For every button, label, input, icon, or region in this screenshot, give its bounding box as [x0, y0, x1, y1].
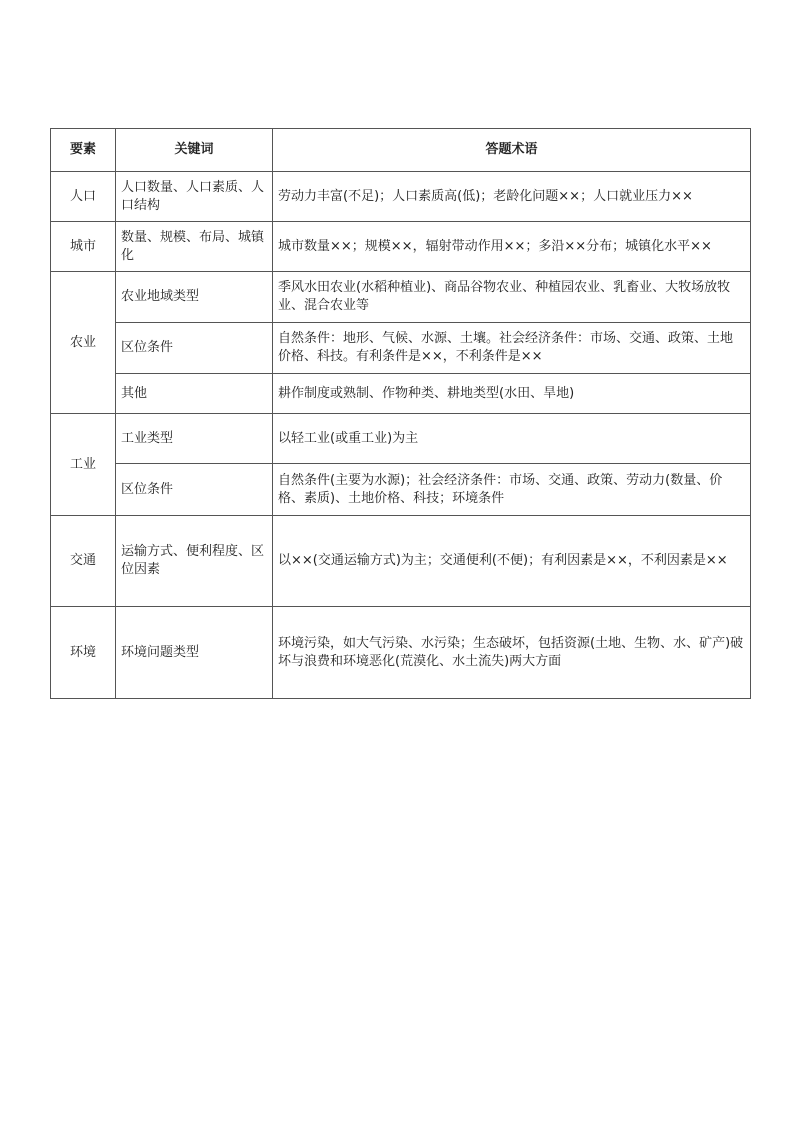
answer-cell: 季风水田农业(水稻种植业)、商品谷物农业、种植园农业、乳畜业、大牧场放牧业、混合农业等: [273, 272, 751, 323]
keywords-cell: 区位条件: [116, 323, 273, 374]
answer-cell: 环境污染，如大气污染、水污染；生态破坏，包括资源(土地、生物、水、矿产)破坏与浪费和环境恶化(荒漠化、水土流失)两大方面: [273, 607, 751, 699]
answer-cell: 劳动力丰富(不足)；人口素质高(低)；老龄化问题××；人口就业压力××: [273, 172, 751, 222]
table-row: [51, 272, 751, 323]
answer-cell: 自然条件(主要为水源)；社会经济条件：市场、交通、政策、劳动力(数量、价格、素质)、土地价格、科技；环境条件: [273, 464, 751, 516]
keywords-cell: 环境问题类型: [116, 607, 273, 699]
category-environment: 环境: [51, 607, 116, 699]
keywords-cell: 区位条件: [116, 464, 273, 516]
table-row: [51, 374, 751, 414]
table-row: [51, 323, 751, 374]
keywords-cell: 农业地域类型: [116, 272, 273, 323]
category-city: 城市: [51, 222, 116, 272]
keywords-cell: 工业类型: [116, 414, 273, 464]
table-row: [51, 222, 751, 272]
keywords-cell: 其他: [116, 374, 273, 414]
answer-cell: 以××(交通运输方式)为主；交通便利(不便)；有利因素是××，不利因素是××: [273, 516, 751, 607]
category-population: 人口: [51, 172, 116, 222]
category-agriculture: 农业: [51, 272, 116, 414]
keywords-cell: 数量、规模、布局、城镇化: [116, 222, 273, 272]
table-header-row: [51, 129, 751, 172]
table-row: [51, 516, 751, 607]
keywords-cell: 运输方式、便利程度、区位因素: [116, 516, 273, 607]
header-keywords: 关键词: [116, 129, 273, 172]
table-row: [51, 607, 751, 699]
category-industry: 工业: [51, 414, 116, 516]
answer-cell: 城市数量××；规模××，辐射带动作用××；多沿××分布；城镇化水平××: [273, 222, 751, 272]
keywords-cell: 人口数量、人口素质、人口结构: [116, 172, 273, 222]
header-answer-terms: 答题术语: [273, 129, 751, 172]
answer-cell: 自然条件：地形、气候、水源、土壤。社会经济条件：市场、交通、政策、土地价格、科技。有利条件是××，不利条件是××: [273, 323, 751, 374]
category-transport: 交通: [51, 516, 116, 607]
answer-terms-table: [50, 128, 751, 699]
answer-cell: 耕作制度或熟制、作物种类、耕地类型(水田、旱地): [273, 374, 751, 414]
table-row: [51, 464, 751, 516]
answer-cell: 以轻工业(或重工业)为主: [273, 414, 751, 464]
header-element: 要素: [51, 129, 116, 172]
table-row: [51, 172, 751, 222]
table-row: [51, 414, 751, 464]
